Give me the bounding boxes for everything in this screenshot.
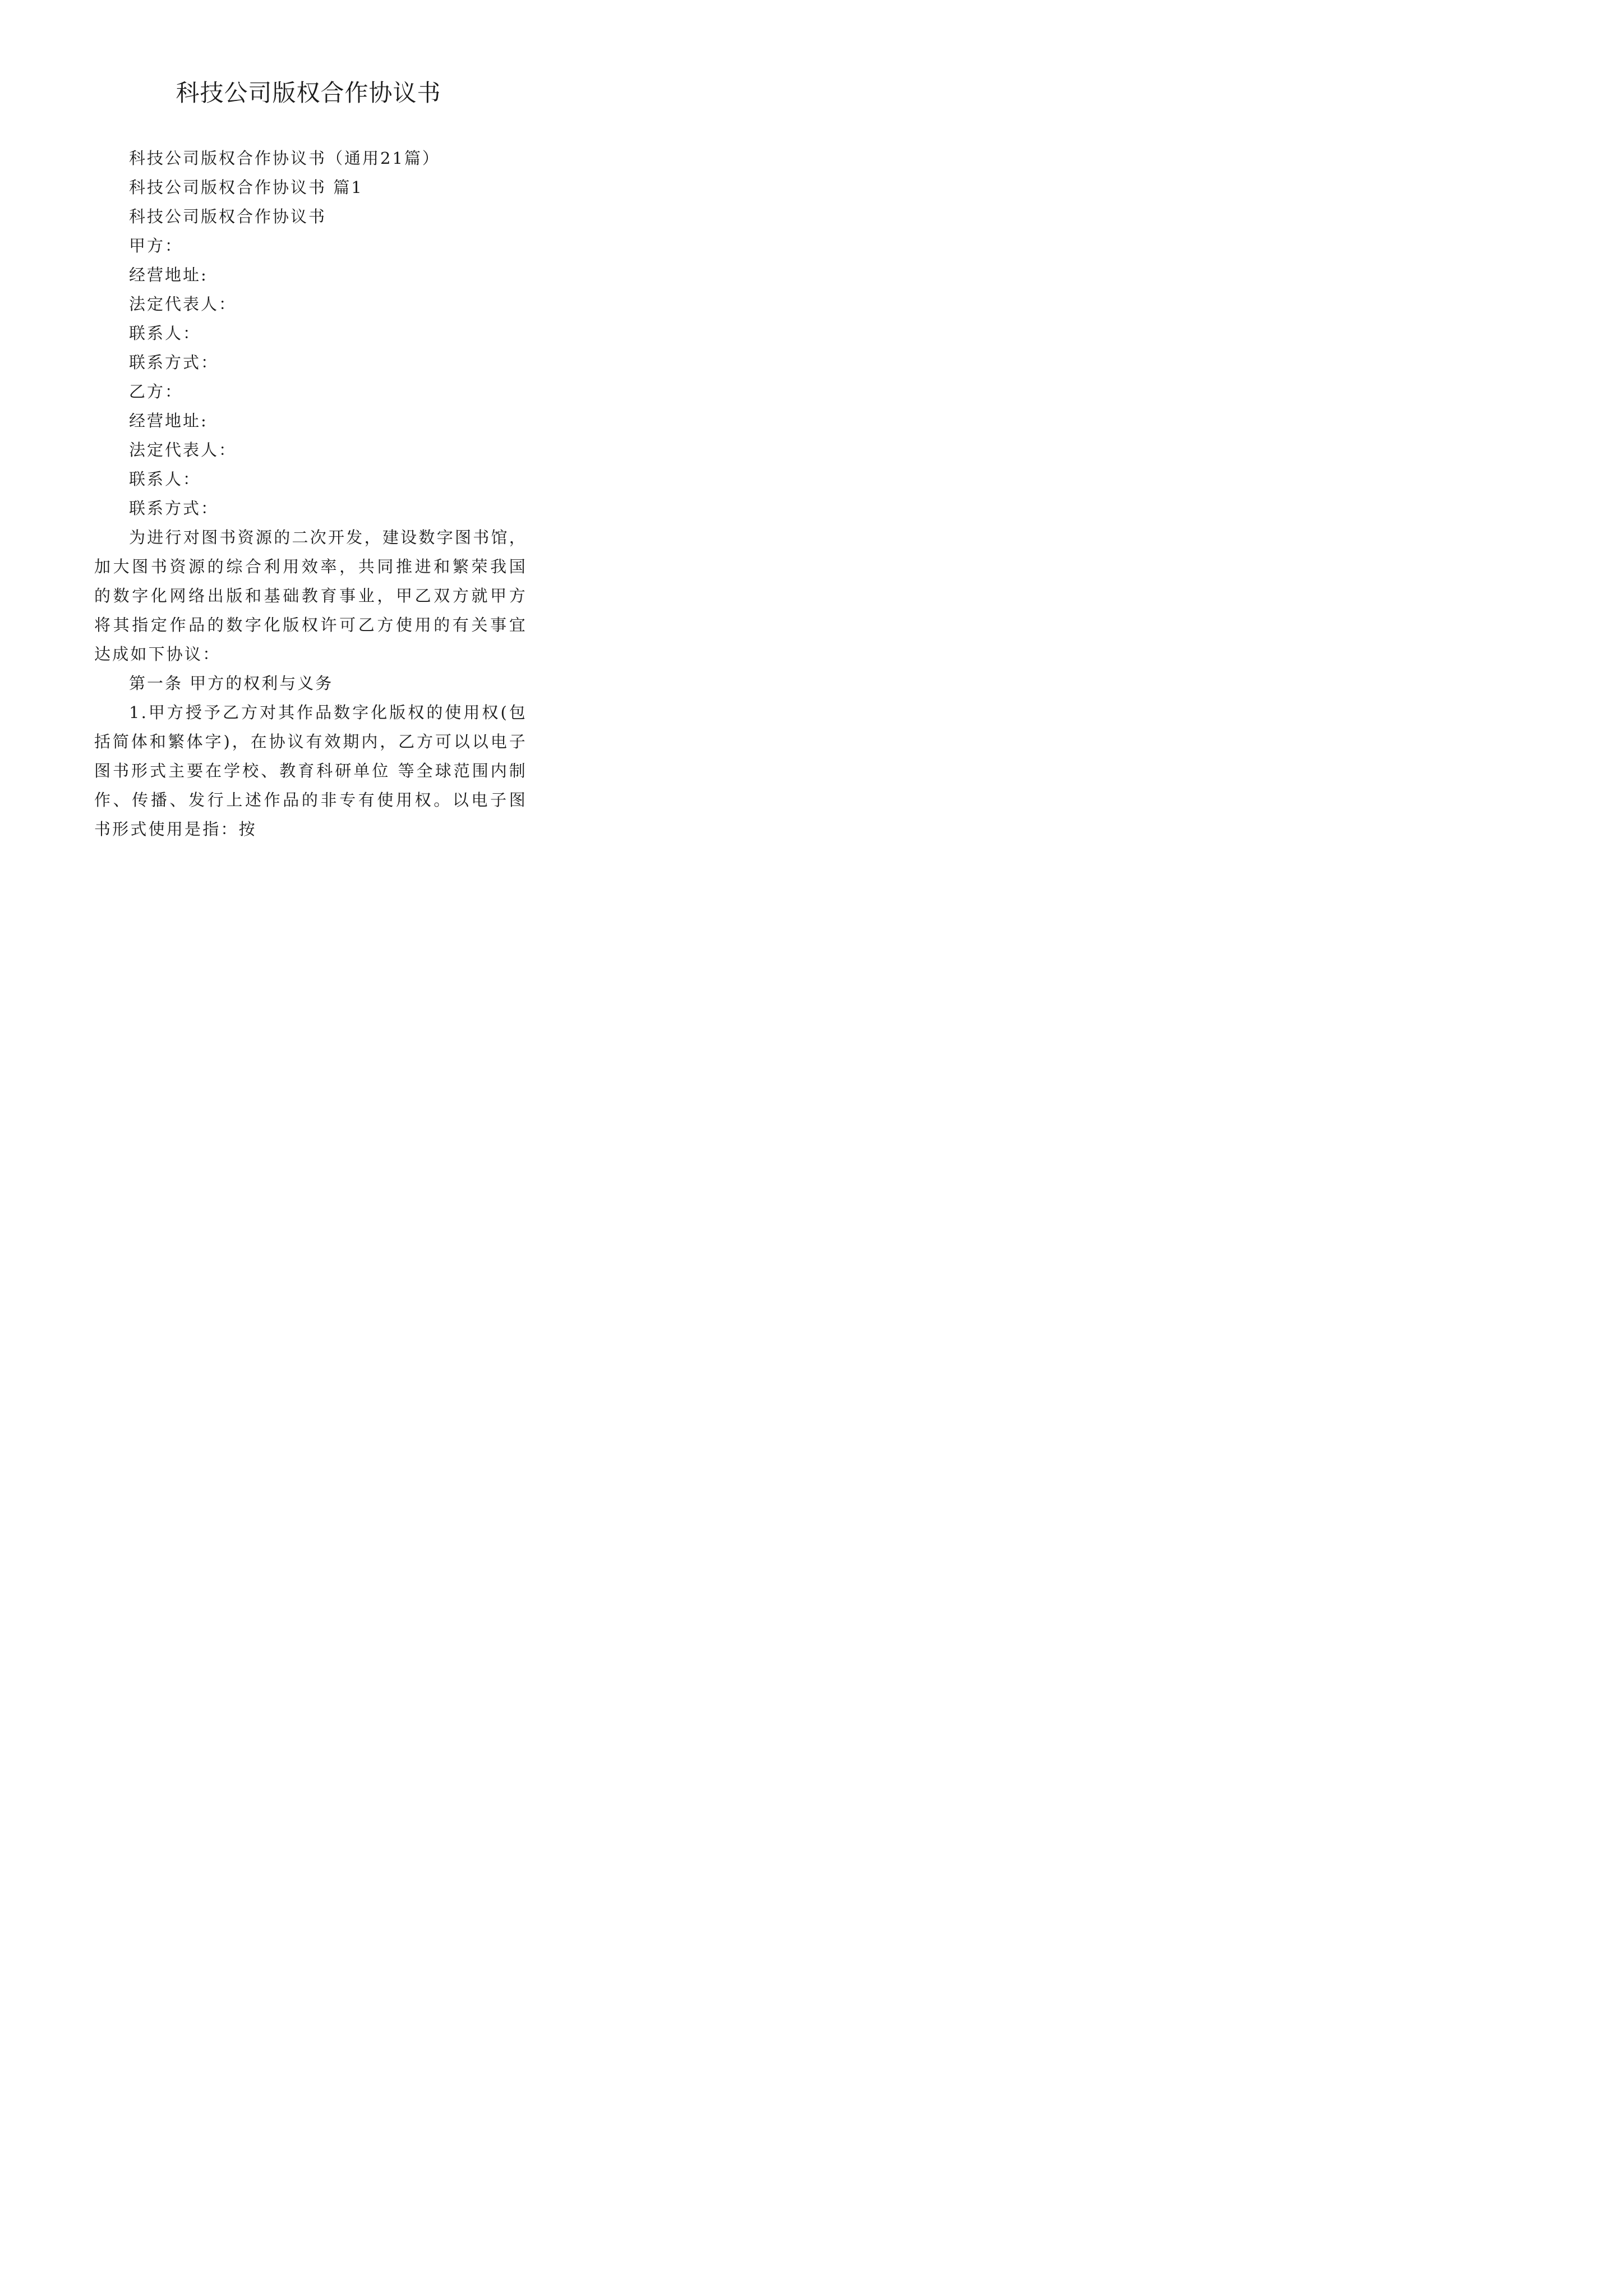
party-a-contact-label: 联系人： [129,324,201,343]
article-1-clause-1: 1.甲方授予乙方对其作品数字化版权的使用权(包括简体和繁体字)，在协议有效期内，乙方可以以电子图书形式主要在学校、教育科研单位 等全球范围内制作、传播、发行上述作品的非专有使用权。以电子图书形式使用是指：按 [94,703,527,839]
intro-paragraph: 为进行对图书资源的二次开发，建设数字图书馆，加大图书资源的综合利用效率，共同推进和繁荣我国的数字化网络出版和基础教育事业，甲乙双方就甲方将其指定作品的数字化版权许可乙方使用的有关事宜达成如下协议： [94,528,527,664]
agreement-name: 科技公司版权合作协议书 [129,207,327,226]
party-a-label: 甲方： [129,236,183,255]
party-a-contact-method-label: 联系方式： [129,353,219,372]
header-lines [129,144,555,523]
party-b-label: 乙方： [129,382,183,401]
subtitle-collection: 科技公司版权合作协议书（通用21篇） [129,149,440,168]
agreement-body [94,523,527,844]
party-b-address-label: 经营地址: [129,411,208,430]
document-page [0,0,617,873]
document-title: 科技公司版权合作协议书 [176,79,441,107]
party-b-contact-label: 联系人： [129,470,201,489]
party-a-legal-rep-label: 法定代表人： [129,295,237,314]
party-b-legal-rep-label: 法定代表人： [129,440,237,459]
subtitle-part-1: 科技公司版权合作协议书 篇1 [129,178,363,197]
party-b-contact-method-label: 联系方式： [129,499,219,518]
article-1-heading: 第一条 甲方的权利与义务 [129,674,334,693]
party-a-address-label: 经营地址: [129,265,208,284]
